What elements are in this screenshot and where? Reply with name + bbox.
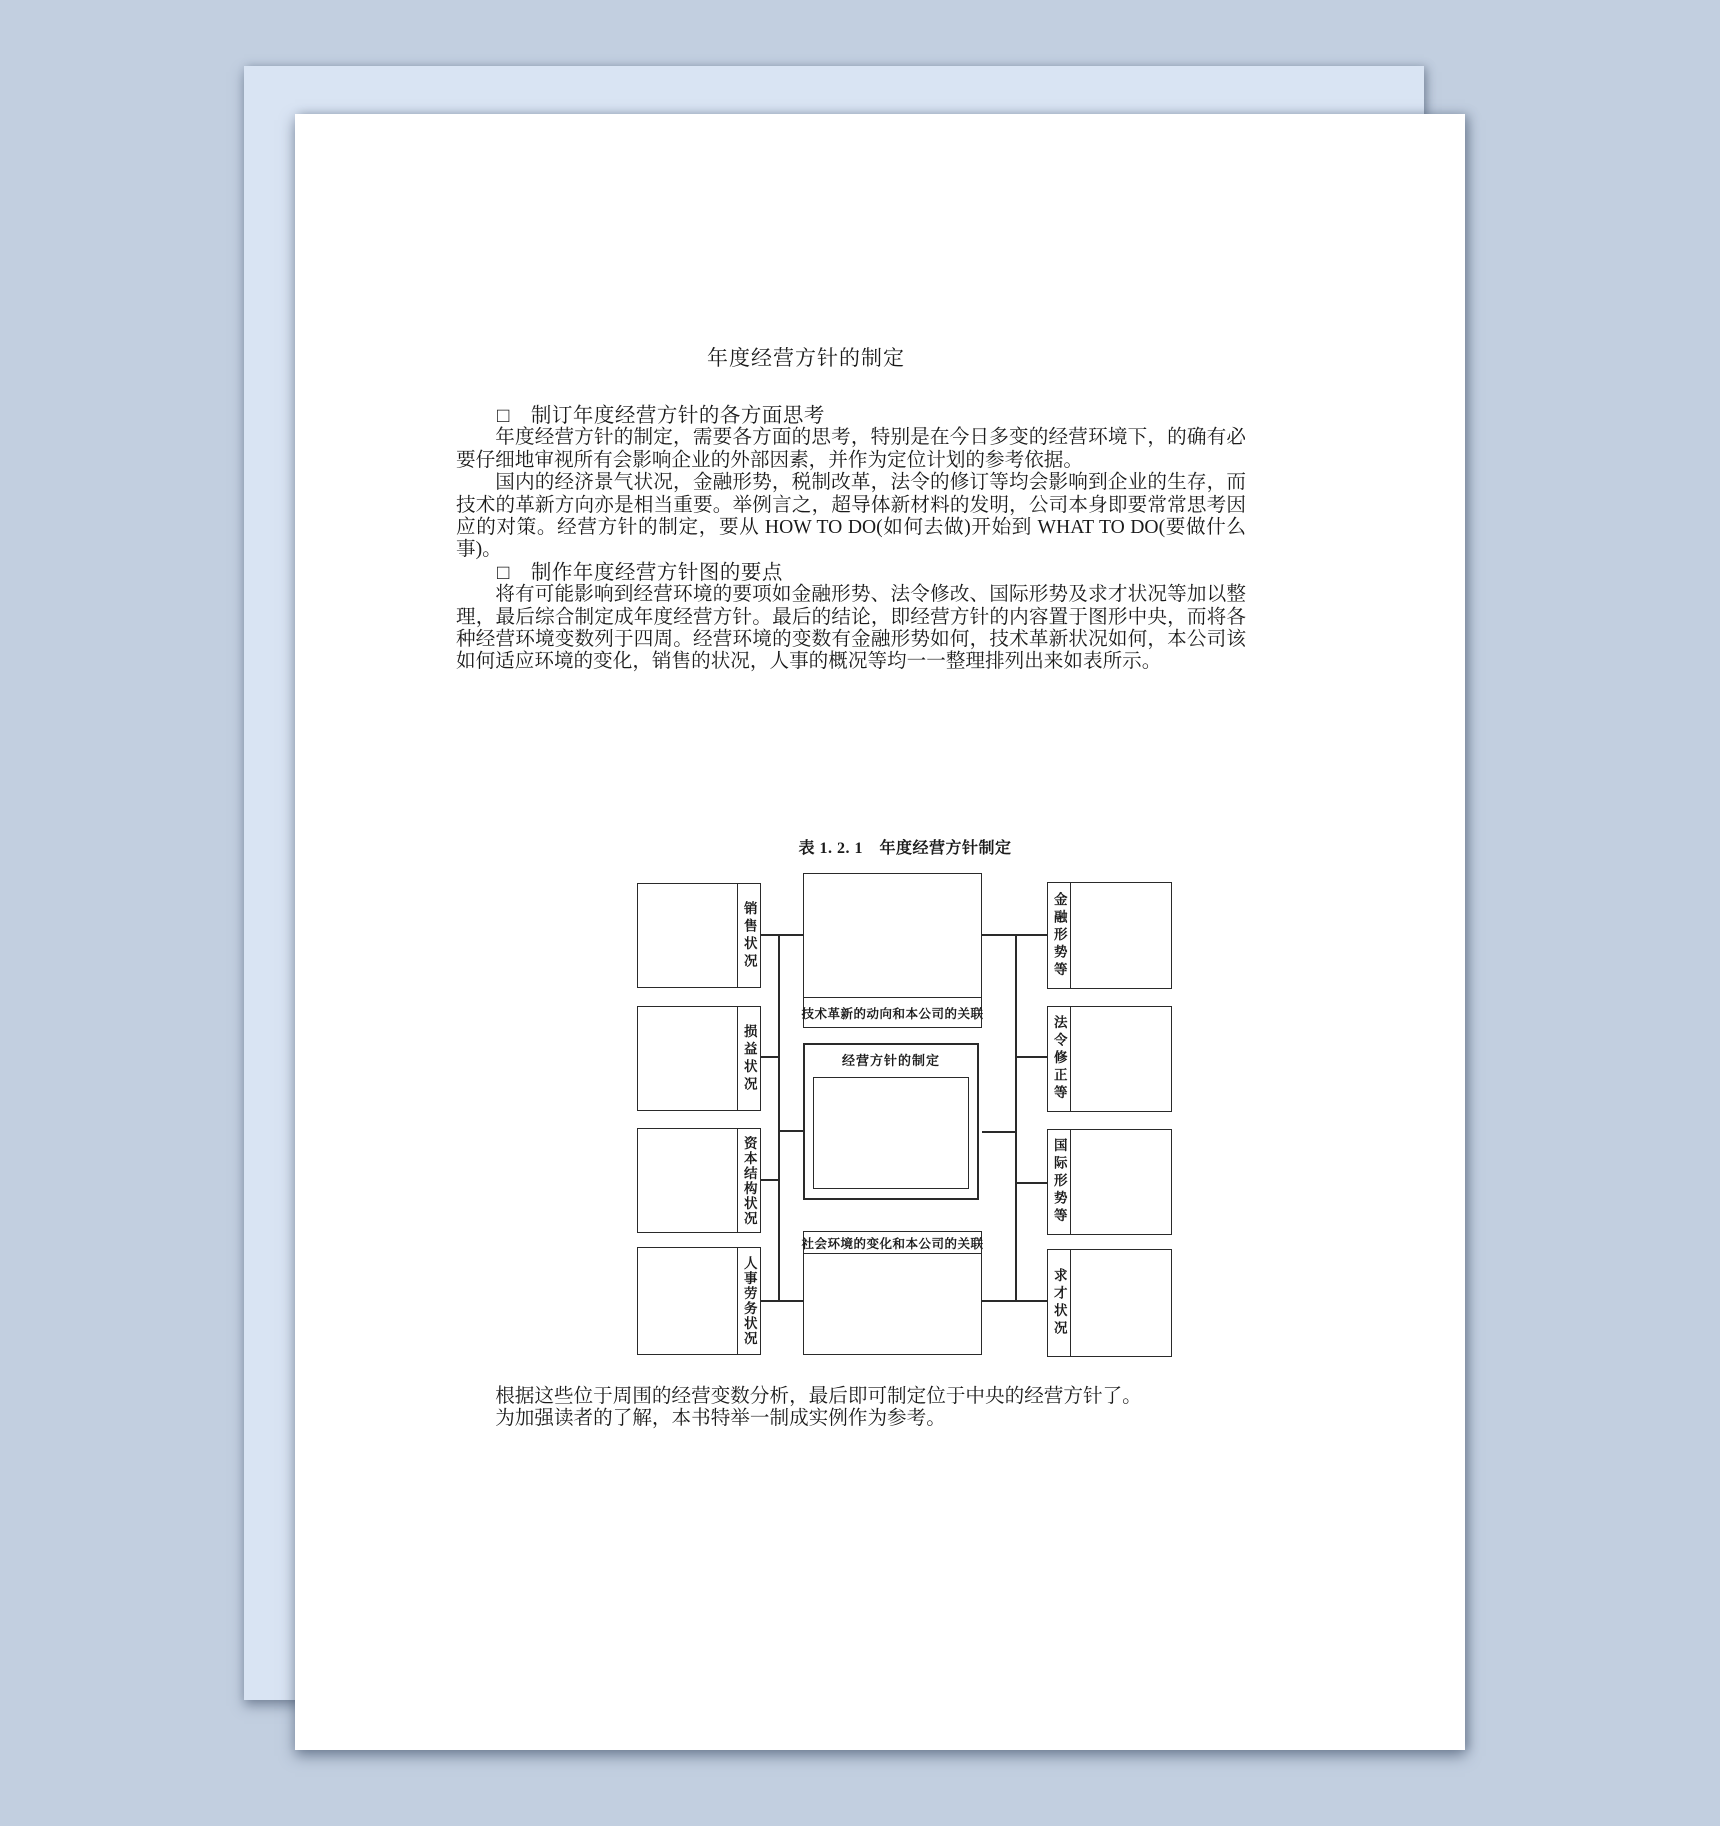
label-strip [1048,1250,1071,1356]
policy-content-inner-box [813,1077,969,1189]
right-trunk-line [1015,934,1017,1300]
left-box-personnel-labor [637,1247,761,1355]
empty-cell [1071,883,1171,988]
empty-cell [638,884,737,987]
box-label: 资本结构状况 [741,1135,757,1226]
left-trunk-line [778,934,780,1300]
left-box-profit-loss [637,1006,761,1111]
paragraph: 年度经营方针的制定，需要各方面的思考，特别是在今日多变的经营环境下，的确有必要仔细地审视所有会影响企业的外部因素，并作为定位计划的参考依据。 [456,427,1246,471]
empty-cell [1071,1130,1171,1234]
box-label: 技术革新的动向和本公司的关联 [804,997,981,1027]
connector-line [1015,1182,1047,1184]
empty-cell [1071,1007,1171,1111]
right-box-international-situation [1047,1129,1172,1235]
box-label: 经营方针的制定 [841,1053,940,1068]
label-strip [737,1248,760,1354]
paragraph: 为加强读者的了解，本书特举一制成实例作为参考。 [495,1408,946,1430]
connector-line [761,1179,779,1181]
connector-line [761,1300,803,1302]
document-page [295,114,1465,1750]
figure-caption: 表 1. 2. 1 年度经营方针制定 [798,840,1012,857]
box-label: 损益状况 [741,1023,757,1094]
paragraph: 国内的经济景气状况，金融形势，税制改革，法令的修订等均会影响到企业的生存，而技术的革新方向亦是相当重要。举例言之，超导体新材料的发明，公司本身即要常常思考因应的对策。经营方针的制定，要从 HOW TO DO(如何去做)开始到 WHAT TO DO(要做什么事)。 [456,472,1246,561]
section-heading-2: □ 制作年度经营方针图的要点 [497,561,783,584]
box-label: 销售状况 [741,900,757,971]
label-strip [737,1129,760,1232]
box-label: 法令修正等 [1051,1015,1067,1103]
empty-cell [638,1248,737,1354]
empty-cell [1071,1250,1171,1356]
connector-line [761,1056,779,1058]
right-box-financial-situation [1047,882,1172,989]
box-label: 金融形势等 [1051,891,1067,980]
label-strip [1048,883,1071,988]
connector-line [982,1131,1016,1133]
box-label: 社会环境的变化和本公司的关联 [804,1232,981,1254]
center-box-policy-formulation [803,1043,979,1200]
left-box-capital-structure [637,1128,761,1233]
page-title: 年度经营方针的制定 [707,346,905,370]
left-box-sales [637,883,761,988]
body-text [456,405,1246,674]
paragraph: 根据这些位于周围的经营变数分析，最后即可制定位于中央的经营方针了。 [495,1386,1142,1407]
connector-line [778,1130,803,1132]
closing-text [456,1386,1246,1431]
box-label: 国际形势等 [1051,1138,1067,1226]
connector-line [761,934,803,936]
connector-line [982,1300,1047,1302]
connector-line [1015,1056,1047,1058]
section-heading-1: □ 制订年度经营方针的各方面思考 [497,405,825,427]
paragraph: 将有可能影响到经营环境的要项如金融形势、法令修改、国际形势及求才状况等加以整理，最后综合制定成年度经营方针。最后的结论，即经营方针的内容置于图形中央，而将各种经营环境变数列于四周。经营环境的变数有金融形势如何，技术革新状况如何，本公司该如何适应环境的变化，销售的状况，人事的概况等均一一整理排列出来如表所示。 [456,584,1246,673]
box-label: 人事劳务状况 [741,1256,757,1346]
right-box-law-revision [1047,1006,1172,1112]
empty-cell [638,1129,737,1232]
center-box-social-environment [803,1231,982,1355]
label-strip [737,884,760,987]
empty-cell [638,1007,737,1110]
label-strip [1048,1007,1071,1111]
center-box-tech-innovation [803,873,982,1028]
box-label: 求才状况 [1051,1268,1067,1338]
business-policy-diagram [637,873,1173,1359]
label-strip [1048,1130,1071,1234]
right-box-recruiting-situation [1047,1249,1172,1357]
connector-line [982,934,1047,936]
label-strip [737,1007,760,1110]
